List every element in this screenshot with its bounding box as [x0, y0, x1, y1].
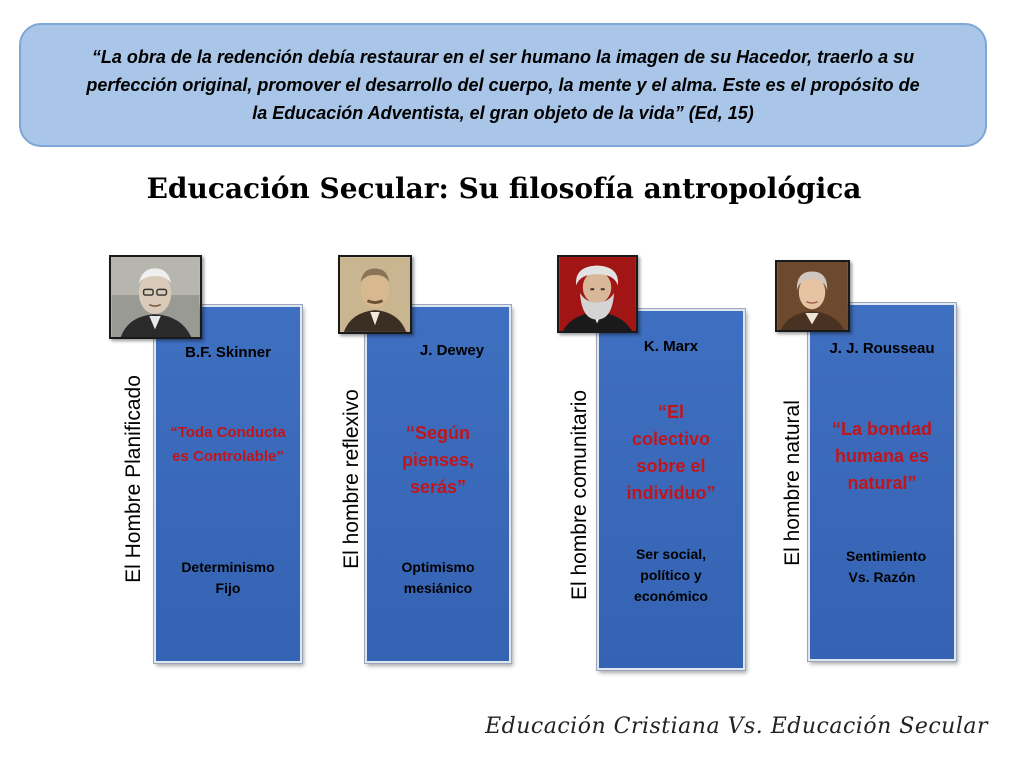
card-trait: Determinismo Fijo — [181, 559, 275, 596]
column-label-comunitario: El hombre comunitario — [568, 389, 591, 601]
card-quote: “Según pienses, serás” — [401, 423, 475, 497]
footer-title: Educación Cristiana Vs. Educación Secular — [485, 714, 988, 739]
card-trait: Optimismo mesiánico — [401, 559, 475, 596]
portrait-dewey-icon — [338, 255, 412, 334]
card-quote: “La bondad humana es natural” — [832, 419, 932, 493]
card-trait: Ser social, político y económico — [634, 546, 708, 604]
card-dewey — [365, 305, 511, 663]
card-name: J. J. Rousseau — [829, 340, 935, 357]
column-label-natural: El hombre natural — [781, 400, 804, 566]
column-label-planificado: El Hombre Planificado — [122, 375, 145, 583]
column-label-reflexivo: El hombre reflexivo — [340, 389, 363, 569]
card-rousseau — [808, 303, 956, 661]
header-quote: “La obra de la redención debía restaurar en el ser humano la imagen de su Hacedor, traerlo a su perfección original, promover el desarrollo del cuerpo, la mente y el alma. Este es el propósito de la Educación Adventista, el gran objeto de la vida” (Ed, 15) — [86, 47, 920, 123]
card-name: J. Dewey — [419, 342, 485, 359]
portrait-skinner-icon — [109, 255, 202, 339]
card-trait: Sentimiento Vs. Razón — [846, 548, 927, 585]
header-quote-box — [19, 23, 987, 147]
card-name: K. Marx — [643, 338, 699, 355]
card-quote: “El colectivo sobre el individuo” — [626, 402, 716, 503]
card-skinner — [154, 305, 302, 663]
card-marx — [597, 309, 745, 670]
page-title: Educación Secular: Su filosofía antropológica — [146, 172, 862, 205]
card-name: B.F. Skinner — [185, 344, 271, 361]
portrait-marx-icon — [557, 255, 638, 333]
portrait-rousseau-icon — [775, 260, 850, 332]
card-quote: “Toda Conducta es Controlable” — [170, 424, 286, 465]
